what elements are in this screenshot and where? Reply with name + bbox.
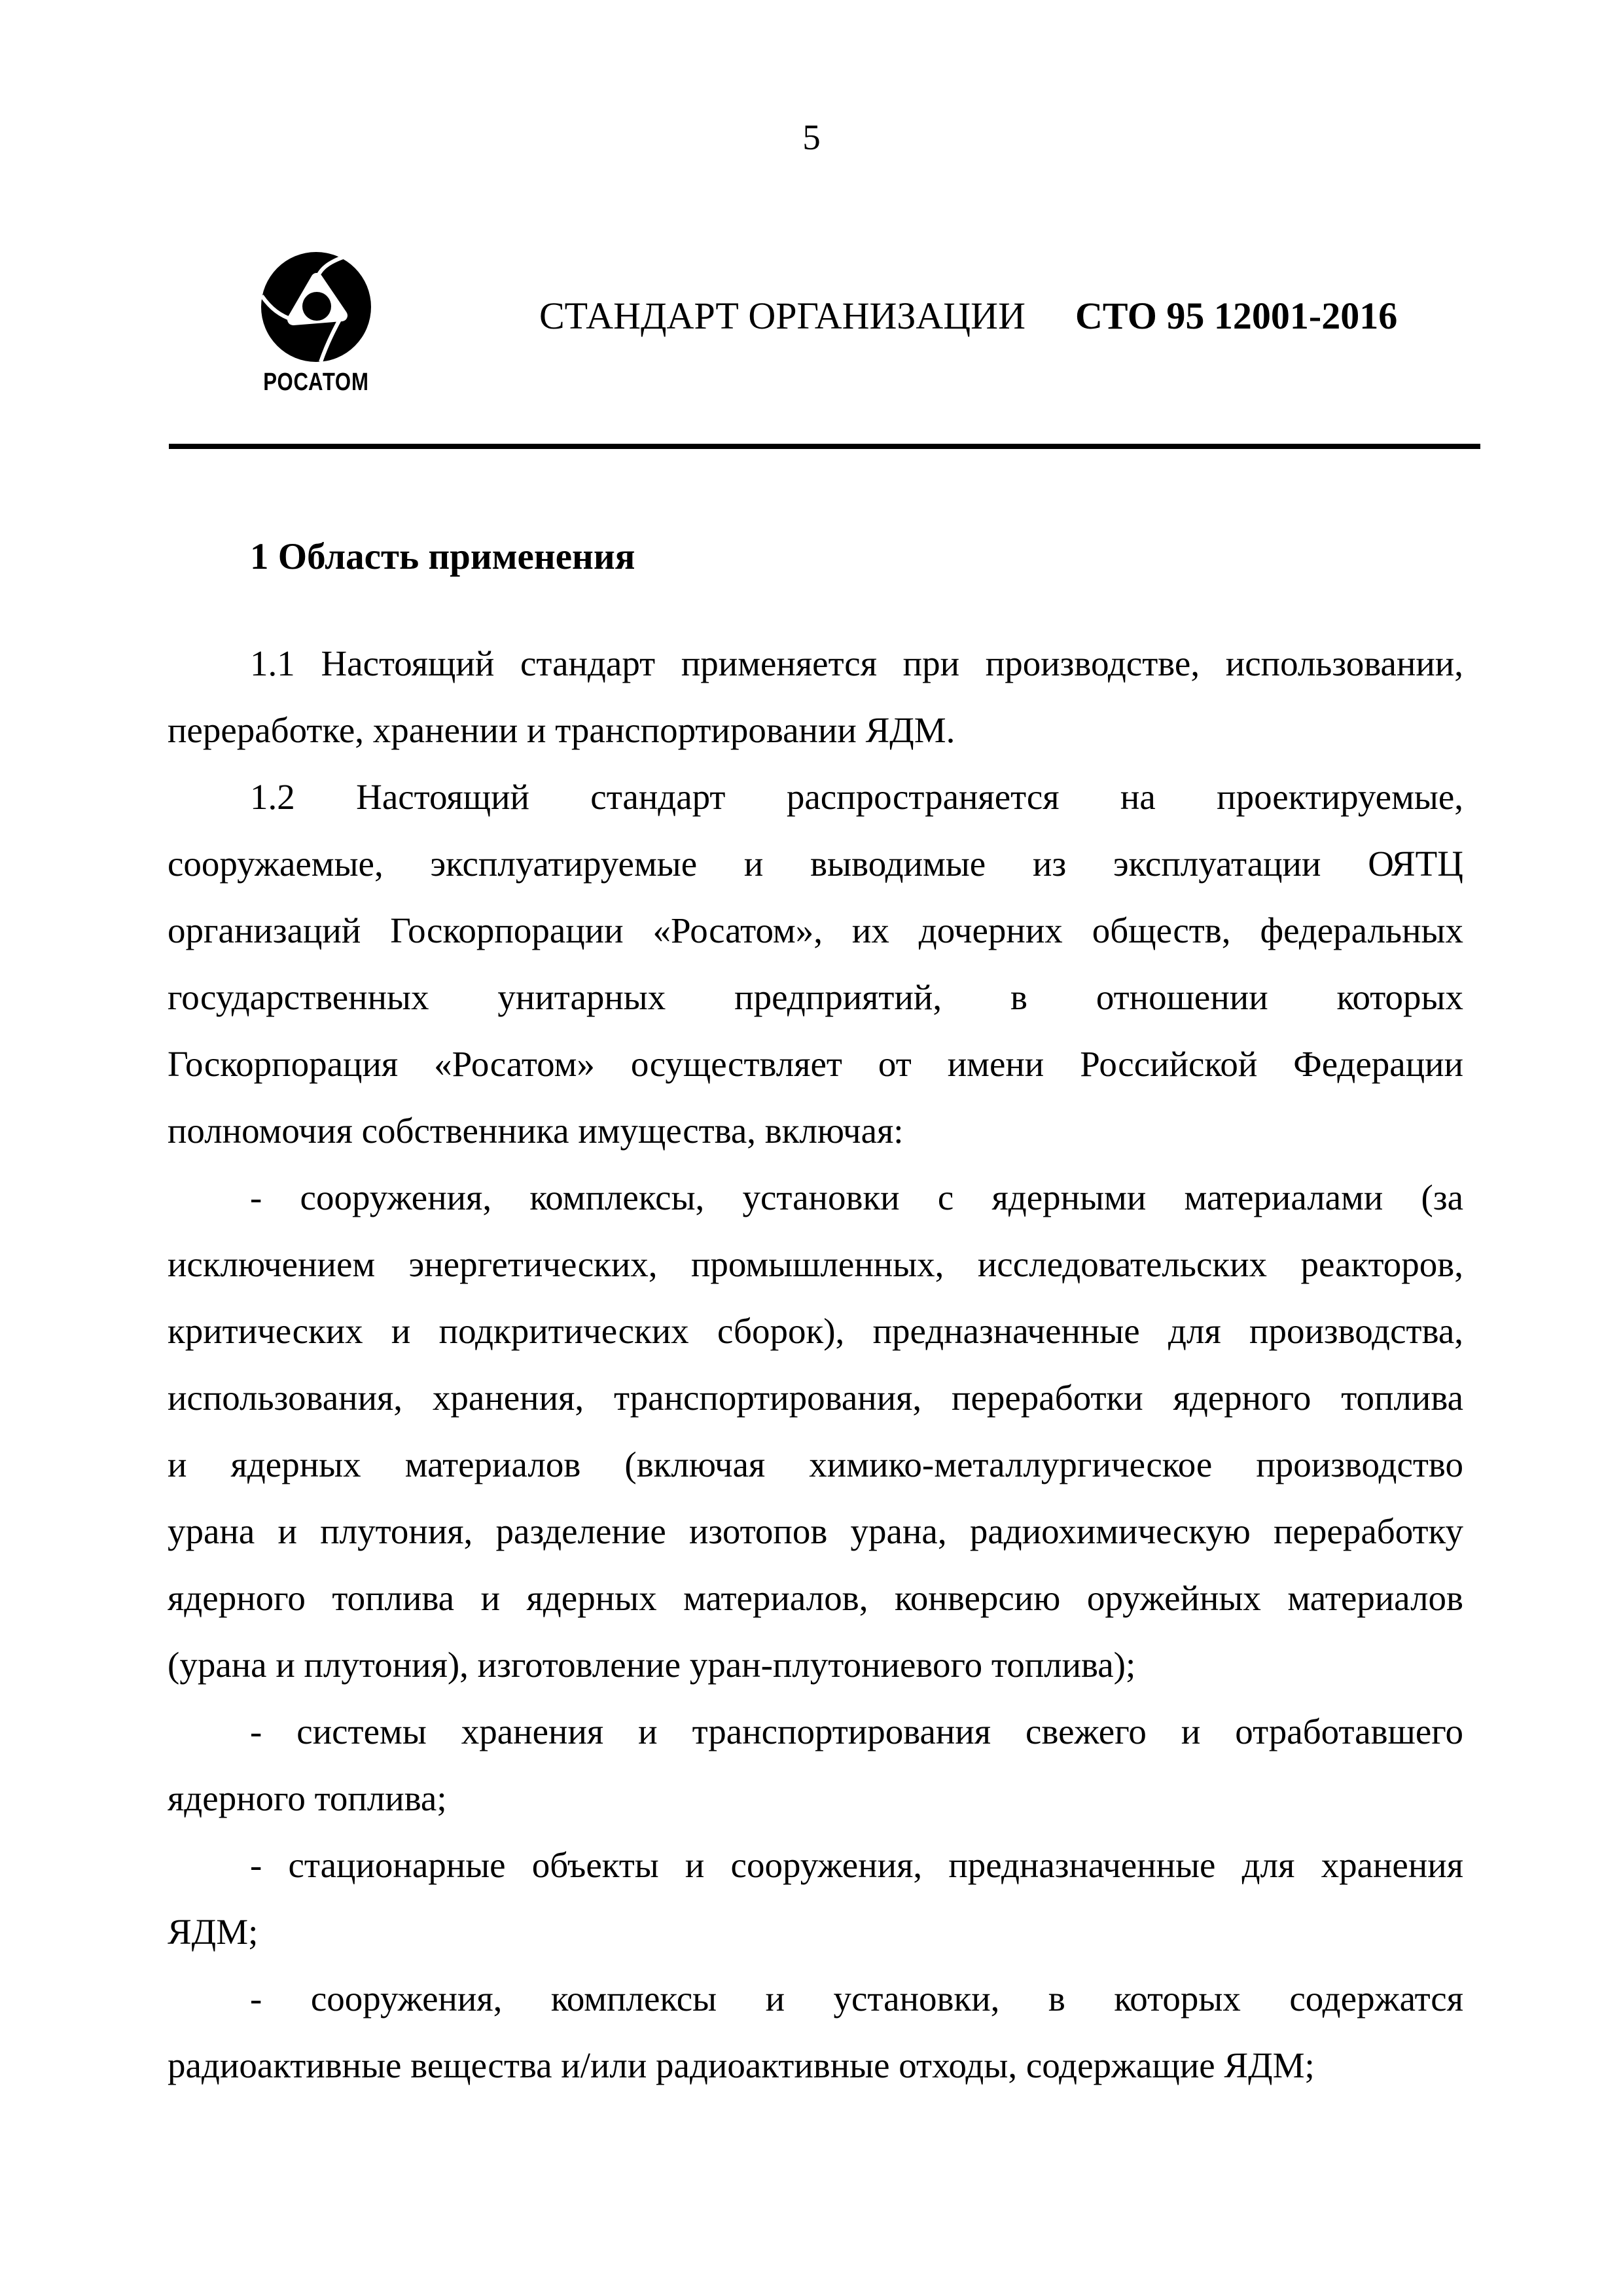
document-body — [168, 524, 1463, 2099]
document-type-title: СТАНДАРТ ОРГАНИЗАЦИИ — [539, 295, 1026, 337]
body-line: и ядерных материалов (включая химико-металлургическое производство — [168, 1444, 1463, 1484]
body-line: организаций Госкорпорации «Росатом», их дочерних обществ, федеральных — [168, 910, 1463, 950]
rosatom-logo — [234, 251, 398, 395]
body-line: - системы хранения и транспортирования свежего и отработавшего — [250, 1712, 1463, 1751]
body-line: критических и подкритических сборок), предназначенные для производства, — [168, 1311, 1463, 1351]
body-line: 1.1 Настоящий стандарт применяется при производстве, использовании, — [250, 643, 1463, 683]
body-line: полномочия собственника имущества, включая: — [168, 1111, 904, 1151]
body-line: - стационарные объекты и сооружения, предназначенные для хранения — [250, 1845, 1463, 1885]
rosatom-wordmark: РОСАТОМ — [263, 368, 369, 396]
document-code: СТО 95 12001-2016 — [1075, 295, 1398, 337]
body-line: ЯДМ; — [168, 1912, 259, 1952]
body-line: сооружаемые, эксплуатируемые и выводимые из эксплуатации ОЯТЦ — [168, 844, 1463, 884]
body-line: ядерного топлива; — [168, 1778, 447, 1818]
body-line: 1.2 Настоящий стандарт распространяется на проектируемые, — [250, 777, 1463, 817]
paragraphs-container — [168, 630, 1463, 2099]
body-line: - сооружения, комплексы, установки с ядерными материалами (за — [250, 1177, 1463, 1217]
masthead-title-row — [539, 296, 1397, 336]
body-line: государственных унитарных предприятий, в отношении которых — [168, 977, 1463, 1017]
body-line: использования, хранения, транспортирования, переработки ядерного топлива — [168, 1378, 1463, 1418]
body-line: Госкорпорация «Росатом» осуществляет от имени Российской Федерации — [168, 1044, 1463, 1084]
rosatom-logo-icon — [260, 251, 372, 363]
body-line: исключением энергетических, промышленных, исследовательских реакторов, — [168, 1244, 1463, 1284]
body-line: радиоактивные вещества и/или радиоактивные отходы, содержащие ЯДМ; — [168, 2045, 1315, 2085]
header-divider-rule — [169, 444, 1480, 449]
body-line: переработке, хранении и транспортировании ЯДМ. — [168, 710, 955, 750]
body-line: - сооружения, комплексы и установки, в которых содержатся — [250, 1979, 1463, 2018]
body-line: (урана и плутония), изготовление уран-плутониевого топлива); — [168, 1645, 1136, 1685]
body-line: ядерного топлива и ядерных материалов, конверсию оружейных материалов — [168, 1578, 1463, 1618]
section-heading: 1 Область применения — [250, 536, 635, 577]
page-number: 5 — [802, 117, 821, 157]
body-line: урана и плутония, разделение изотопов урана, радиохимическую переработку — [168, 1511, 1463, 1551]
